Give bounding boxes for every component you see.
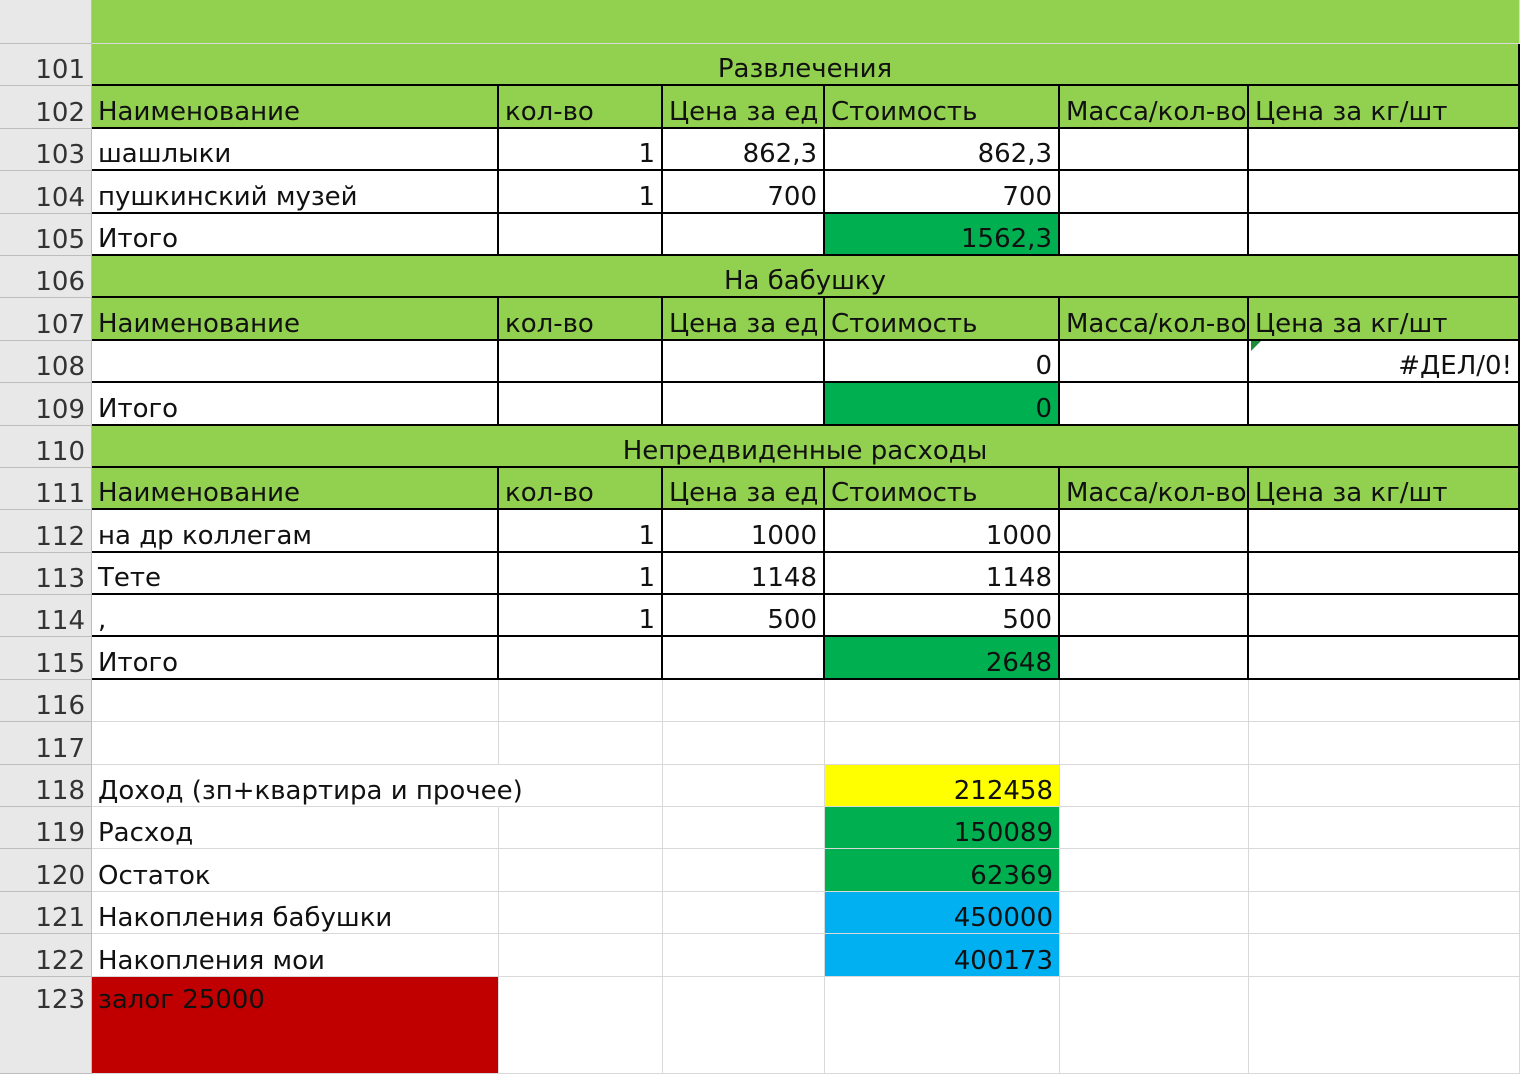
cell[interactable] — [499, 637, 663, 679]
summary-value-my-savings[interactable]: 400173 — [825, 934, 1060, 976]
row-header[interactable]: 102 — [0, 86, 92, 128]
item-unit-price[interactable]: 1148 — [663, 553, 825, 595]
item-qty[interactable]: 1 — [499, 553, 663, 595]
cell[interactable] — [1249, 680, 1520, 722]
cell[interactable] — [1060, 977, 1249, 1074]
item-mass[interactable] — [1060, 171, 1249, 213]
item-name[interactable]: Тете — [92, 553, 499, 595]
header-price-per-kg[interactable]: Цена за кг/шт — [1249, 468, 1520, 510]
row-header[interactable]: 114 — [0, 595, 92, 637]
item-unit-price[interactable]: 500 — [663, 595, 825, 637]
cell[interactable] — [499, 807, 663, 849]
cell[interactable] — [1249, 977, 1520, 1074]
summary-value-remainder[interactable]: 62369 — [825, 849, 1060, 891]
cell[interactable] — [663, 680, 825, 722]
item-unit-price[interactable]: 862,3 — [663, 129, 825, 171]
cell[interactable] — [1249, 722, 1520, 764]
item-price-per-kg[interactable] — [1249, 129, 1520, 171]
header-name[interactable]: Наименование — [92, 298, 499, 340]
item-qty[interactable] — [499, 341, 663, 383]
item-qty[interactable]: 1 — [499, 171, 663, 213]
cell[interactable] — [663, 765, 825, 807]
cell[interactable] — [499, 977, 663, 1074]
cell[interactable] — [1060, 765, 1249, 807]
error-indicator-icon — [1251, 341, 1261, 351]
row-header[interactable]: 123 — [0, 977, 92, 1074]
cell[interactable] — [1060, 934, 1249, 976]
item-unit-price[interactable] — [663, 341, 825, 383]
item-price-per-kg[interactable] — [1249, 510, 1520, 552]
cell[interactable] — [1249, 765, 1520, 807]
row-header[interactable]: 113 — [0, 553, 92, 595]
cell[interactable] — [499, 849, 663, 891]
cell[interactable] — [825, 680, 1060, 722]
cell[interactable] — [499, 383, 663, 425]
cell[interactable] — [1249, 892, 1520, 934]
row-header[interactable]: 103 — [0, 129, 92, 171]
header-price-per-kg[interactable]: Цена за кг/шт — [1249, 298, 1520, 340]
row-header[interactable] — [0, 0, 92, 44]
item-price-per-kg-error[interactable]: #ДЕЛ/0! — [1249, 341, 1520, 383]
total-value[interactable]: 0 — [825, 383, 1060, 425]
cell[interactable] — [825, 722, 1060, 764]
cell[interactable] — [1249, 849, 1520, 891]
summary-label-remainder[interactable]: Остаток — [92, 849, 499, 891]
item-name[interactable]: , — [92, 595, 499, 637]
cell[interactable] — [1060, 637, 1249, 679]
item-price-per-kg[interactable] — [1249, 553, 1520, 595]
section-title[interactable]: На бабушку — [92, 256, 1520, 298]
header-price-per-kg[interactable]: Цена за кг/шт — [1249, 86, 1520, 128]
row-header[interactable]: 117 — [0, 722, 92, 764]
item-mass[interactable] — [1060, 595, 1249, 637]
cell[interactable] — [499, 722, 663, 764]
summary-label-income[interactable]: Доход (зп+квартира и прочее) — [92, 765, 499, 807]
header-name[interactable]: Наименование — [92, 468, 499, 510]
item-cost[interactable]: 500 — [825, 595, 1060, 637]
row-header[interactable]: 101 — [0, 44, 92, 86]
header-name[interactable]: Наименование — [92, 86, 499, 128]
row-header[interactable]: 109 — [0, 383, 92, 425]
header-unit-price[interactable]: Цена за ед — [663, 468, 825, 510]
total-label[interactable]: Итого — [92, 383, 499, 425]
cell[interactable] — [1060, 214, 1249, 256]
total-label[interactable]: Итого — [92, 214, 499, 256]
cell[interactable] — [499, 934, 663, 976]
cell[interactable] — [825, 977, 1060, 1074]
item-qty[interactable]: 1 — [499, 595, 663, 637]
cell[interactable] — [1060, 680, 1249, 722]
cell[interactable] — [663, 849, 825, 891]
summary-value-expense[interactable]: 150089 — [825, 807, 1060, 849]
item-name[interactable]: шашлыки — [92, 129, 499, 171]
row-header[interactable]: 118 — [0, 765, 92, 807]
cell[interactable] — [499, 892, 663, 934]
header-qty[interactable]: кол-во — [499, 468, 663, 510]
cell[interactable] — [499, 214, 663, 256]
row-header[interactable]: 115 — [0, 637, 92, 679]
cell[interactable] — [1060, 807, 1249, 849]
item-cost[interactable]: 700 — [825, 171, 1060, 213]
cell[interactable] — [663, 807, 825, 849]
cell[interactable] — [663, 722, 825, 764]
item-mass[interactable] — [1060, 510, 1249, 552]
header-qty[interactable]: кол-во — [499, 86, 663, 128]
item-qty[interactable]: 1 — [499, 129, 663, 171]
summary-label-my-savings[interactable]: Накопления мои — [92, 934, 499, 976]
cell[interactable] — [1249, 214, 1520, 256]
row-header[interactable]: 121 — [0, 892, 92, 934]
row-header[interactable]: 112 — [0, 510, 92, 552]
item-price-per-kg[interactable] — [1249, 595, 1520, 637]
item-cost[interactable]: 0 — [825, 341, 1060, 383]
item-name[interactable]: пушкинский музей — [92, 171, 499, 213]
header-mass[interactable]: Масса/кол-во — [1060, 468, 1249, 510]
cell[interactable] — [1249, 807, 1520, 849]
item-name[interactable] — [92, 341, 499, 383]
cell[interactable] — [1249, 934, 1520, 976]
cell[interactable] — [663, 934, 825, 976]
total-value[interactable]: 1562,3 — [825, 214, 1060, 256]
row-header[interactable]: 111 — [0, 468, 92, 510]
cell[interactable] — [1249, 637, 1520, 679]
summary-value-income[interactable]: 212458 — [825, 765, 1060, 807]
cell[interactable] — [92, 0, 1520, 44]
header-unit-price[interactable]: Цена за ед — [663, 298, 825, 340]
header-cost[interactable]: Стоимость — [825, 468, 1060, 510]
cell[interactable] — [663, 637, 825, 679]
row-header[interactable]: 105 — [0, 214, 92, 256]
row-header[interactable]: 107 — [0, 298, 92, 340]
cell[interactable] — [663, 214, 825, 256]
cell[interactable] — [663, 892, 825, 934]
summary-label-expense[interactable]: Расход — [92, 807, 499, 849]
section-title[interactable]: Развлечения — [92, 44, 1520, 86]
section-title[interactable]: Непредвиденные расходы — [92, 426, 1520, 468]
row-header[interactable]: 120 — [0, 849, 92, 891]
item-mass[interactable] — [1060, 129, 1249, 171]
cell[interactable] — [1060, 892, 1249, 934]
header-cost[interactable]: Стоимость — [825, 298, 1060, 340]
item-mass[interactable] — [1060, 553, 1249, 595]
cell[interactable] — [663, 383, 825, 425]
row-header[interactable]: 116 — [0, 680, 92, 722]
note-cell[interactable]: залог 25000 — [92, 977, 499, 1074]
item-name[interactable]: на др коллегам — [92, 510, 499, 552]
cell[interactable] — [92, 680, 499, 722]
row-header[interactable]: 108 — [0, 341, 92, 383]
item-unit-price[interactable]: 700 — [663, 171, 825, 213]
header-mass[interactable]: Масса/кол-во — [1060, 298, 1249, 340]
header-qty[interactable]: кол-во — [499, 298, 663, 340]
cell[interactable] — [499, 680, 663, 722]
cell[interactable] — [1060, 383, 1249, 425]
item-cost[interactable]: 1000 — [825, 510, 1060, 552]
row-header[interactable]: 119 — [0, 807, 92, 849]
row-header[interactable]: 106 — [0, 256, 92, 298]
item-cost[interactable]: 862,3 — [825, 129, 1060, 171]
cell[interactable] — [1060, 849, 1249, 891]
summary-value-grandma-savings[interactable]: 450000 — [825, 892, 1060, 934]
header-unit-price[interactable]: Цена за ед — [663, 86, 825, 128]
header-mass[interactable]: Масса/кол-во — [1060, 86, 1249, 128]
cell[interactable] — [1060, 722, 1249, 764]
item-unit-price[interactable]: 1000 — [663, 510, 825, 552]
cell[interactable] — [663, 977, 825, 1074]
item-qty[interactable]: 1 — [499, 510, 663, 552]
row-header[interactable]: 104 — [0, 171, 92, 213]
cell[interactable] — [92, 722, 499, 764]
total-value[interactable]: 2648 — [825, 637, 1060, 679]
cell[interactable] — [499, 765, 663, 807]
cell[interactable] — [1249, 383, 1520, 425]
total-label[interactable]: Итого — [92, 637, 499, 679]
item-mass[interactable] — [1060, 341, 1249, 383]
summary-label-grandma-savings[interactable]: Накопления бабушки — [92, 892, 499, 934]
row-header[interactable]: 122 — [0, 934, 92, 976]
row-header[interactable]: 110 — [0, 426, 92, 468]
header-cost[interactable]: Стоимость — [825, 86, 1060, 128]
item-price-per-kg[interactable] — [1249, 171, 1520, 213]
item-cost[interactable]: 1148 — [825, 553, 1060, 595]
